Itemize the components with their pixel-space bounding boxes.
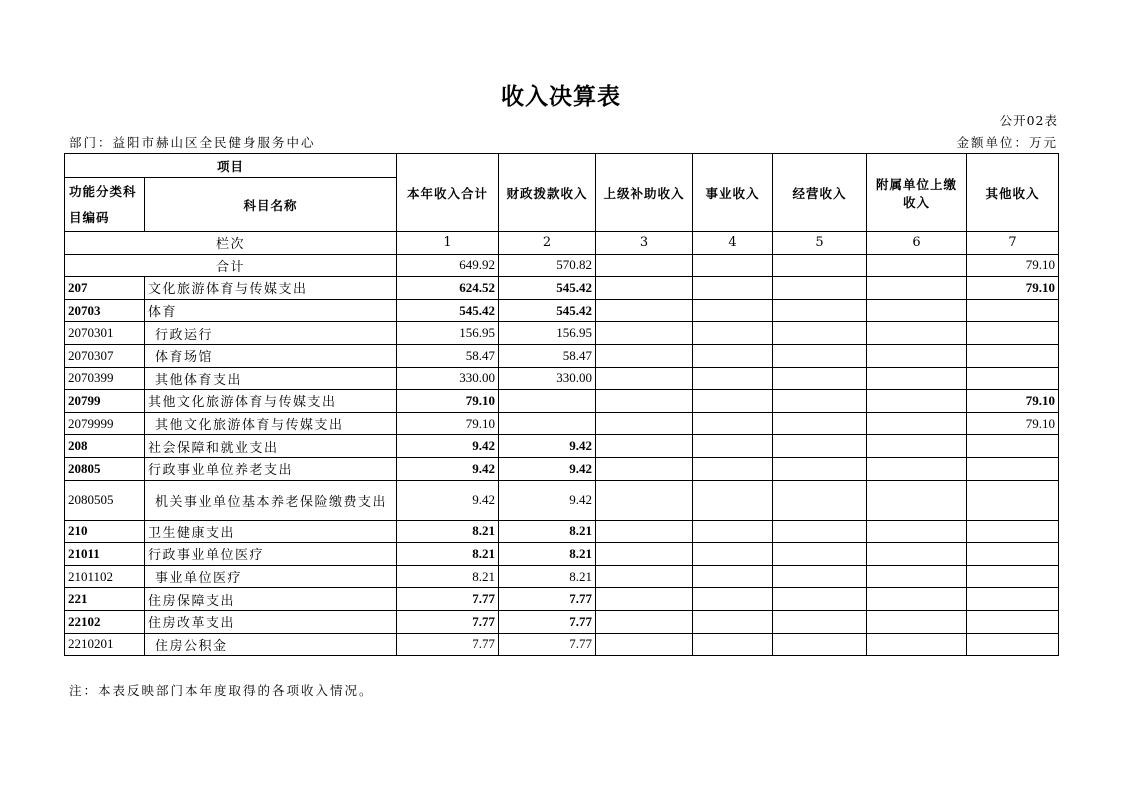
header-row-1 <box>65 154 1059 178</box>
row-col-1: 58.47 <box>397 344 499 367</box>
row-col-3 <box>596 322 693 345</box>
row-name: 行政运行 <box>145 322 397 345</box>
row-code: 20703 <box>65 299 145 322</box>
colnum-4: 4 <box>693 232 773 255</box>
form-code: 公开02表 <box>999 113 1058 128</box>
total-col-7: 79.10 <box>967 254 1059 277</box>
row-col-6 <box>867 520 967 543</box>
row-col-1: 156.95 <box>397 322 499 345</box>
row-code: 2210201 <box>65 633 145 656</box>
table-row <box>65 367 1059 390</box>
row-col-3 <box>596 588 693 611</box>
row-col-5 <box>773 520 867 543</box>
row-name: 机关事业单位基本养老保险缴费支出 <box>145 480 397 520</box>
total-col-2: 570.82 <box>499 254 596 277</box>
department-label: 部门：益阳市赫山区全民健身服务中心 <box>69 135 316 150</box>
row-col-5 <box>773 633 867 656</box>
row-code: 207 <box>65 277 145 300</box>
row-name: 其他文化旅游体育与传媒支出 <box>145 390 397 413</box>
header-col-2: 财政拨款收入 <box>499 154 596 232</box>
row-col-2: 9.42 <box>499 480 596 520</box>
row-col-2: 156.95 <box>499 322 596 345</box>
row-col-2 <box>499 412 596 435</box>
total-col-3 <box>596 254 693 277</box>
colnum-7: 7 <box>967 232 1059 255</box>
row-col-1: 7.77 <box>397 633 499 656</box>
row-col-1: 9.42 <box>397 480 499 520</box>
colnum-5: 5 <box>773 232 867 255</box>
row-col-4 <box>693 633 773 656</box>
row-col-3 <box>596 367 693 390</box>
row-col-2: 7.77 <box>499 588 596 611</box>
table-row <box>65 633 1059 656</box>
row-col-3 <box>596 480 693 520</box>
row-col-5 <box>773 412 867 435</box>
row-col-4 <box>693 457 773 480</box>
row-col-6 <box>867 480 967 520</box>
table-row <box>65 457 1059 480</box>
row-col-1: 79.10 <box>397 390 499 413</box>
row-col-7: 79.10 <box>967 277 1059 300</box>
row-col-1: 9.42 <box>397 435 499 458</box>
total-label: 合计 <box>65 254 397 277</box>
row-col-4 <box>693 565 773 588</box>
row-col-7: 79.10 <box>967 390 1059 413</box>
row-col-7 <box>967 367 1059 390</box>
table-row <box>65 435 1059 458</box>
header-subject-name: 科目名称 <box>145 178 397 232</box>
row-name: 住房保障支出 <box>145 588 397 611</box>
row-col-3 <box>596 344 693 367</box>
row-col-5 <box>773 588 867 611</box>
row-col-1: 330.00 <box>397 367 499 390</box>
row-col-6 <box>867 367 967 390</box>
row-col-7 <box>967 299 1059 322</box>
row-code: 2070399 <box>65 367 145 390</box>
row-col-6 <box>867 457 967 480</box>
row-name: 住房改革支出 <box>145 610 397 633</box>
row-col-6 <box>867 412 967 435</box>
footnote: 注：本表反映部门本年度取得的各项收入情况。 <box>69 683 374 698</box>
row-name: 住房公积金 <box>145 633 397 656</box>
header-col-3: 上级补助收入 <box>596 154 693 232</box>
unit-label: 金额单位：万元 <box>956 135 1058 150</box>
row-name: 行政事业单位养老支出 <box>145 457 397 480</box>
table-row <box>65 412 1059 435</box>
row-col-7 <box>967 435 1059 458</box>
row-col-3 <box>596 435 693 458</box>
row-col-1: 8.21 <box>397 543 499 566</box>
row-code: 208 <box>65 435 145 458</box>
row-col-4 <box>693 588 773 611</box>
income-table <box>64 153 1059 656</box>
row-col-3 <box>596 520 693 543</box>
row-col-4 <box>693 299 773 322</box>
row-col-5 <box>773 457 867 480</box>
row-col-5 <box>773 543 867 566</box>
row-col-1: 7.77 <box>397 588 499 611</box>
row-col-2: 330.00 <box>499 367 596 390</box>
row-col-3 <box>596 543 693 566</box>
row-col-5 <box>773 610 867 633</box>
row-col-5 <box>773 277 867 300</box>
row-col-6 <box>867 322 967 345</box>
row-col-1: 624.52 <box>397 277 499 300</box>
row-code: 221 <box>65 588 145 611</box>
row-col-4 <box>693 412 773 435</box>
row-col-7 <box>967 610 1059 633</box>
row-col-7 <box>967 344 1059 367</box>
row-code: 20805 <box>65 457 145 480</box>
table-row <box>65 480 1059 520</box>
row-col-1: 545.42 <box>397 299 499 322</box>
row-col-6 <box>867 588 967 611</box>
row-col-7 <box>967 322 1059 345</box>
row-col-6 <box>867 565 967 588</box>
row-col-4 <box>693 543 773 566</box>
row-name: 其他体育支出 <box>145 367 397 390</box>
row-col-4 <box>693 344 773 367</box>
row-col-3 <box>596 277 693 300</box>
row-col-4 <box>693 435 773 458</box>
row-col-7: 79.10 <box>967 412 1059 435</box>
table-row <box>65 390 1059 413</box>
row-col-5 <box>773 480 867 520</box>
row-col-5 <box>773 367 867 390</box>
colnum-1: 1 <box>397 232 499 255</box>
row-col-1: 8.21 <box>397 565 499 588</box>
colnum-3: 3 <box>596 232 693 255</box>
row-code: 210 <box>65 520 145 543</box>
row-col-2: 8.21 <box>499 543 596 566</box>
row-col-3 <box>596 412 693 435</box>
table-row <box>65 520 1059 543</box>
row-col-4 <box>693 367 773 390</box>
row-col-1: 9.42 <box>397 457 499 480</box>
row-col-1: 79.10 <box>397 412 499 435</box>
row-col-6 <box>867 344 967 367</box>
row-col-5 <box>773 299 867 322</box>
row-code: 20799 <box>65 390 145 413</box>
row-name: 社会保障和就业支出 <box>145 435 397 458</box>
table-row <box>65 565 1059 588</box>
row-col-5 <box>773 390 867 413</box>
row-code: 2070307 <box>65 344 145 367</box>
row-col-2: 7.77 <box>499 610 596 633</box>
row-col-6 <box>867 435 967 458</box>
row-col-5 <box>773 322 867 345</box>
row-col-7 <box>967 480 1059 520</box>
row-col-3 <box>596 565 693 588</box>
page-title: 收入决算表 <box>501 84 621 110</box>
row-code: 21011 <box>65 543 145 566</box>
row-col-4 <box>693 610 773 633</box>
row-col-6 <box>867 390 967 413</box>
row-name: 文化旅游体育与传媒支出 <box>145 277 397 300</box>
row-col-7 <box>967 565 1059 588</box>
colnum-label: 栏次 <box>65 232 397 255</box>
row-col-2: 8.21 <box>499 520 596 543</box>
row-name: 体育 <box>145 299 397 322</box>
row-col-2: 7.77 <box>499 633 596 656</box>
row-col-3 <box>596 633 693 656</box>
table-row <box>65 322 1059 345</box>
row-col-2: 545.42 <box>499 277 596 300</box>
table-row <box>65 588 1059 611</box>
row-col-3 <box>596 390 693 413</box>
colnum-row <box>65 232 1059 255</box>
total-col-1: 649.92 <box>397 254 499 277</box>
row-col-6 <box>867 633 967 656</box>
row-name: 其他文化旅游体育与传媒支出 <box>145 412 397 435</box>
row-col-4 <box>693 390 773 413</box>
table-row <box>65 543 1059 566</box>
row-col-7 <box>967 588 1059 611</box>
row-col-4 <box>693 322 773 345</box>
row-col-4 <box>693 520 773 543</box>
row-col-5 <box>773 435 867 458</box>
row-col-3 <box>596 299 693 322</box>
row-col-1: 7.77 <box>397 610 499 633</box>
row-code: 2080505 <box>65 480 145 520</box>
row-col-6 <box>867 543 967 566</box>
header-col-5: 经营收入 <box>773 154 867 232</box>
total-col-5 <box>773 254 867 277</box>
row-col-5 <box>773 565 867 588</box>
row-col-7 <box>967 633 1059 656</box>
row-col-6 <box>867 610 967 633</box>
row-col-1: 8.21 <box>397 520 499 543</box>
row-col-2: 9.42 <box>499 457 596 480</box>
row-col-3 <box>596 457 693 480</box>
table-row <box>65 277 1059 300</box>
header-col-4: 事业收入 <box>693 154 773 232</box>
row-col-2: 9.42 <box>499 435 596 458</box>
header-col-1: 本年收入合计 <box>397 154 499 232</box>
row-code: 2101102 <box>65 565 145 588</box>
row-name: 行政事业单位医疗 <box>145 543 397 566</box>
row-code: 2079999 <box>65 412 145 435</box>
row-col-5 <box>773 344 867 367</box>
header-func-code: 功能分类科目编码 <box>65 178 145 232</box>
header-col-7: 其他收入 <box>967 154 1059 232</box>
header-col-6: 附属单位上缴收入 <box>867 154 967 232</box>
header-item: 项目 <box>65 154 397 178</box>
total-row <box>65 254 1059 277</box>
row-name: 事业单位医疗 <box>145 565 397 588</box>
row-col-7 <box>967 543 1059 566</box>
row-code: 22102 <box>65 610 145 633</box>
row-col-6 <box>867 277 967 300</box>
row-col-7 <box>967 520 1059 543</box>
row-col-4 <box>693 480 773 520</box>
row-col-2 <box>499 390 596 413</box>
row-col-7 <box>967 457 1059 480</box>
total-col-6 <box>867 254 967 277</box>
colnum-2: 2 <box>499 232 596 255</box>
row-col-4 <box>693 277 773 300</box>
colnum-6: 6 <box>867 232 967 255</box>
table-row <box>65 344 1059 367</box>
table-row <box>65 610 1059 633</box>
row-col-3 <box>596 610 693 633</box>
row-col-2: 58.47 <box>499 344 596 367</box>
row-name: 体育场馆 <box>145 344 397 367</box>
row-col-6 <box>867 299 967 322</box>
row-code: 2070301 <box>65 322 145 345</box>
row-col-2: 8.21 <box>499 565 596 588</box>
table-row <box>65 299 1059 322</box>
total-col-4 <box>693 254 773 277</box>
row-col-2: 545.42 <box>499 299 596 322</box>
row-name: 卫生健康支出 <box>145 520 397 543</box>
